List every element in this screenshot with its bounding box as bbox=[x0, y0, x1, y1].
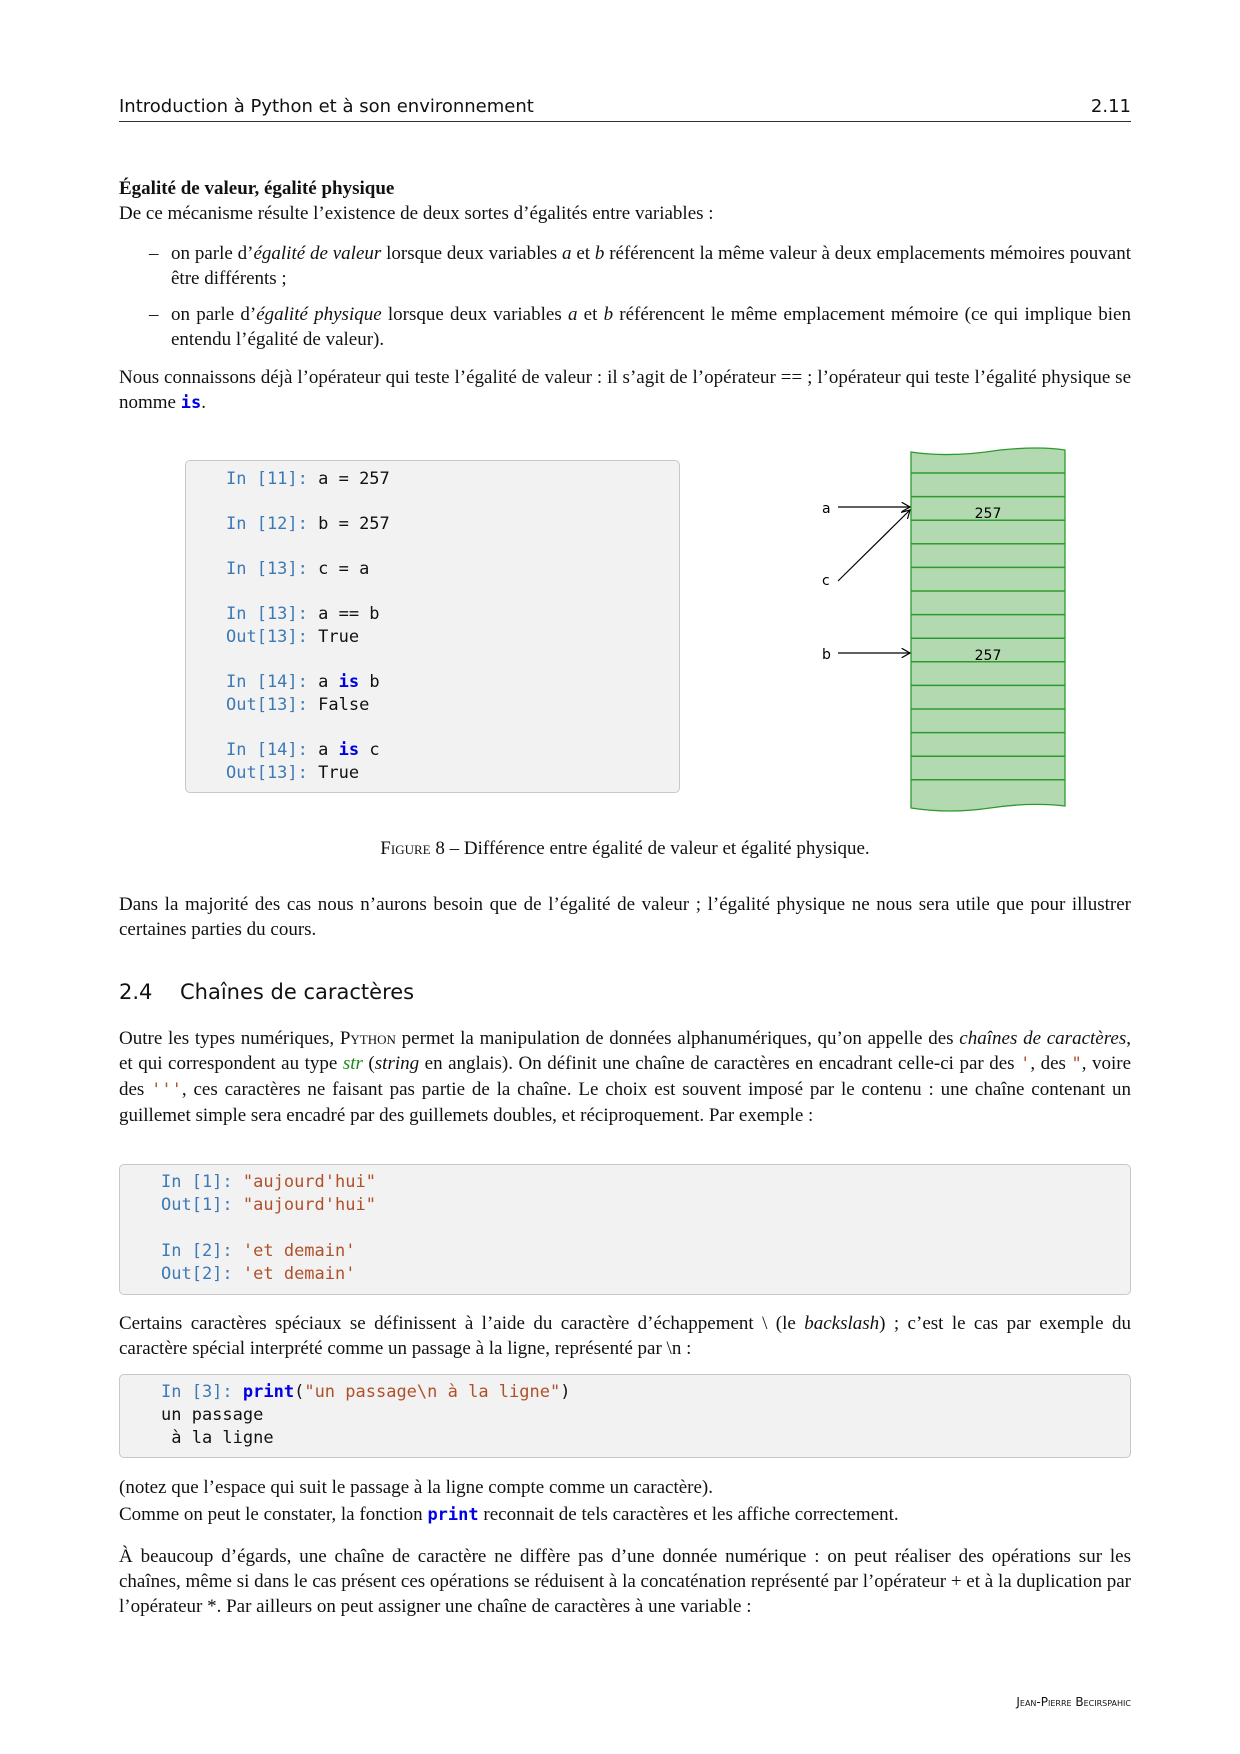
label-a: a bbox=[822, 501, 831, 517]
section-heading bbox=[119, 980, 414, 1004]
text-segment: en anglais). On définit une chaîne de caractères en encadrant celle-ci par des bbox=[419, 1053, 1021, 1074]
text-segment: ) ; c’est le cas par exemple du caractère spécial interprété comme un passage à la ligne, représenté par \n : bbox=[119, 1313, 1131, 1359]
running-header bbox=[119, 96, 1131, 117]
code-block-figure bbox=[185, 460, 680, 793]
cell-value-b: 257 bbox=[974, 648, 1002, 664]
code-string: "aujourd'hui" bbox=[242, 1172, 376, 1192]
code-prompt: Out[1]: bbox=[161, 1195, 243, 1215]
text-segment: Python bbox=[339, 1028, 396, 1049]
footer-author: Jean-Pierre Becirspahic bbox=[1016, 1695, 1131, 1709]
code-prompt: In [1]: bbox=[161, 1172, 243, 1192]
paragraph bbox=[119, 365, 1131, 416]
paragraph bbox=[119, 1026, 1131, 1128]
code-string: ' bbox=[1020, 1054, 1031, 1074]
text-segment: . bbox=[201, 392, 206, 413]
text-segment: Certains caractères spéciaux se définissent à l’aide du caractère d’échappement \ (le bbox=[119, 1313, 805, 1334]
text-segment: str bbox=[342, 1053, 363, 1074]
code-keyword: print bbox=[242, 1382, 295, 1402]
text-segment: b bbox=[594, 243, 605, 264]
arrow-c bbox=[838, 510, 910, 581]
text-segment: on parle d’ bbox=[171, 243, 254, 264]
code-prompt: In [13]: bbox=[226, 559, 319, 579]
text-segment: chaînes de caractères bbox=[959, 1028, 1127, 1049]
code-prompt: Out[13]: bbox=[226, 695, 319, 715]
code-string: 'et demain' bbox=[242, 1264, 356, 1284]
text-segment: False bbox=[318, 695, 370, 715]
text-segment: b = 257 bbox=[318, 514, 390, 534]
text-segment: et bbox=[571, 243, 595, 264]
paragraph: À beaucoup d’égards, une chaîne de caractère ne diffère pas d’une donnée numérique : on peut réaliser des opérations sur les chaînes, même si dans le cas présent ces opérations se réduisent à la concaténation représenté par l’opérateur + et à la duplication par l’opérateur *. Par ailleurs on peut assigner une chaîne de caractères à une variable : bbox=[119, 1546, 1131, 1617]
section-number: 2.4 bbox=[119, 980, 153, 1004]
subsection-title: Égalité de valeur, égalité physique bbox=[119, 178, 395, 199]
page-number: 2.11 bbox=[1090, 96, 1131, 117]
code-prompt: In [13]: bbox=[226, 604, 319, 624]
text-segment: référencent le même emplacement mémoire (ce qui implique bien entendu l’égalité de valeur). bbox=[171, 304, 1131, 350]
text-segment: égalité de valeur bbox=[253, 243, 382, 264]
text-segment: a bbox=[562, 243, 572, 264]
code-prompt: In [14]: bbox=[226, 672, 319, 692]
text-segment: à la ligne bbox=[161, 1428, 274, 1448]
text-segment: permet la manipulation de données alphanumériques, qu’on appelle des bbox=[395, 1028, 960, 1049]
code-string: "aujourd'hui" bbox=[242, 1195, 376, 1215]
text-segment: référencent la même valeur à deux emplacements mémoires pouvant être différents ; bbox=[171, 243, 1131, 289]
memory-diagram bbox=[800, 440, 1080, 820]
text-segment: a = 257 bbox=[318, 469, 390, 489]
text-segment: et bbox=[577, 304, 604, 325]
code-prompt: Out[13]: bbox=[226, 763, 319, 783]
text-segment: b bbox=[603, 304, 614, 325]
code-keyword: print bbox=[427, 1505, 479, 1525]
text-segment: Outre les types numériques, bbox=[119, 1028, 340, 1049]
text-segment: on parle d’ bbox=[171, 304, 257, 325]
figure-caption bbox=[119, 838, 1131, 860]
cell-value-a: 257 bbox=[974, 506, 1002, 522]
text-segment: c = a bbox=[318, 559, 370, 579]
code-prompt: In [2]: bbox=[161, 1241, 243, 1261]
text-segment: a bbox=[318, 740, 339, 760]
code-block-strings bbox=[119, 1164, 1131, 1295]
code-keyword: is bbox=[180, 393, 202, 413]
code-string: 'et demain' bbox=[242, 1241, 356, 1261]
text-segment: lorsque deux variables bbox=[381, 243, 563, 264]
text-segment: égalité physique bbox=[256, 304, 382, 325]
section-title: Chaînes de caractères bbox=[180, 980, 415, 1004]
code-string: ''' bbox=[151, 1080, 182, 1100]
code-keyword: is bbox=[338, 672, 360, 692]
code-prompt: In [12]: bbox=[226, 514, 319, 534]
label-c: c bbox=[822, 573, 830, 589]
paragraph: Dans la majorité des cas nous n’aurons besoin que de l’égalité de valeur ; l’égalité physique ne nous sera utile que pour illustrer certaines parties du cours. bbox=[119, 894, 1131, 940]
label-b: b bbox=[822, 647, 831, 663]
paragraph: (notez que l’espace qui suit le passage à la ligne compte comme un caractère). bbox=[119, 1477, 714, 1498]
text-segment: string bbox=[374, 1053, 420, 1074]
code-keyword: is bbox=[338, 740, 360, 760]
text-segment: a == b bbox=[318, 604, 380, 624]
text-segment: True bbox=[318, 763, 360, 783]
text-segment: c bbox=[359, 740, 380, 760]
paragraph bbox=[119, 1311, 1131, 1361]
header-rule bbox=[119, 121, 1131, 122]
text-segment: a bbox=[567, 304, 578, 325]
text-segment: True bbox=[318, 627, 360, 647]
code-prompt: In [14]: bbox=[226, 740, 319, 760]
text-segment: backslash bbox=[804, 1313, 880, 1334]
caption-text: – Différence entre égalité de valeur et égalité physique. bbox=[444, 838, 870, 859]
text-segment: , voire des bbox=[119, 1053, 1132, 1100]
code-block-print bbox=[119, 1374, 1131, 1458]
text-segment: b bbox=[359, 672, 380, 692]
text-segment: lorsque deux variables bbox=[381, 304, 568, 325]
code-prompt: Out[13]: bbox=[226, 627, 319, 647]
text-segment: Comme on peut le constater, la fonction bbox=[119, 1504, 428, 1525]
text-segment: , des bbox=[1030, 1053, 1072, 1074]
text-segment: , ces caractères ne faisant pas partie de la chaîne. Le choix est souvent imposé par le contenu : une chaîne contenant un guillemet simple sera encadré par des guillemets doubles, et réciproquement. Par exemple : bbox=[119, 1079, 1131, 1126]
code-prompt: In [11]: bbox=[226, 469, 319, 489]
code-prompt: Out[2]: bbox=[161, 1264, 243, 1284]
text-segment: Nous connaissons déjà l’opérateur qui teste l’égalité de valeur : il s’agit de l’opérateur == ; l’opérateur qui teste l’égalité physique se nomme bbox=[119, 367, 1131, 413]
bullet-item: – on parle d’égalité de valeur lorsque deux variables a et b référencent la même valeur à deux emplacements mémoires pouvant être différents ; bbox=[149, 243, 1131, 289]
header-title: Introduction à Python et à son environnement bbox=[119, 96, 534, 117]
text-segment: , et qui correspondent au type bbox=[119, 1028, 1131, 1074]
bullet-item: – on parle d’égalité physique lorsque deux variables a et b référencent le même emplacement mémoire (ce qui implique bien entendu l’égalité de valeur). bbox=[149, 304, 1131, 350]
text-segment: ) bbox=[560, 1382, 571, 1402]
code-string: " bbox=[1071, 1054, 1082, 1074]
code-string: "un passage\n à la ligne" bbox=[304, 1382, 561, 1402]
subsection-intro: De ce mécanisme résulte l’existence de deux sortes d’égalités entre variables : bbox=[119, 203, 714, 224]
paragraph bbox=[119, 1502, 1131, 1528]
text-segment: ( bbox=[362, 1053, 375, 1074]
caption-label: Figure 8 bbox=[380, 838, 445, 859]
text-segment: reconnait de tels caractères et les affiche correctement. bbox=[478, 1504, 899, 1525]
code-prompt: In [3]: bbox=[161, 1382, 243, 1402]
text-segment: un passage bbox=[161, 1405, 264, 1425]
text-segment: a bbox=[318, 672, 339, 692]
text-segment: ( bbox=[294, 1382, 305, 1402]
